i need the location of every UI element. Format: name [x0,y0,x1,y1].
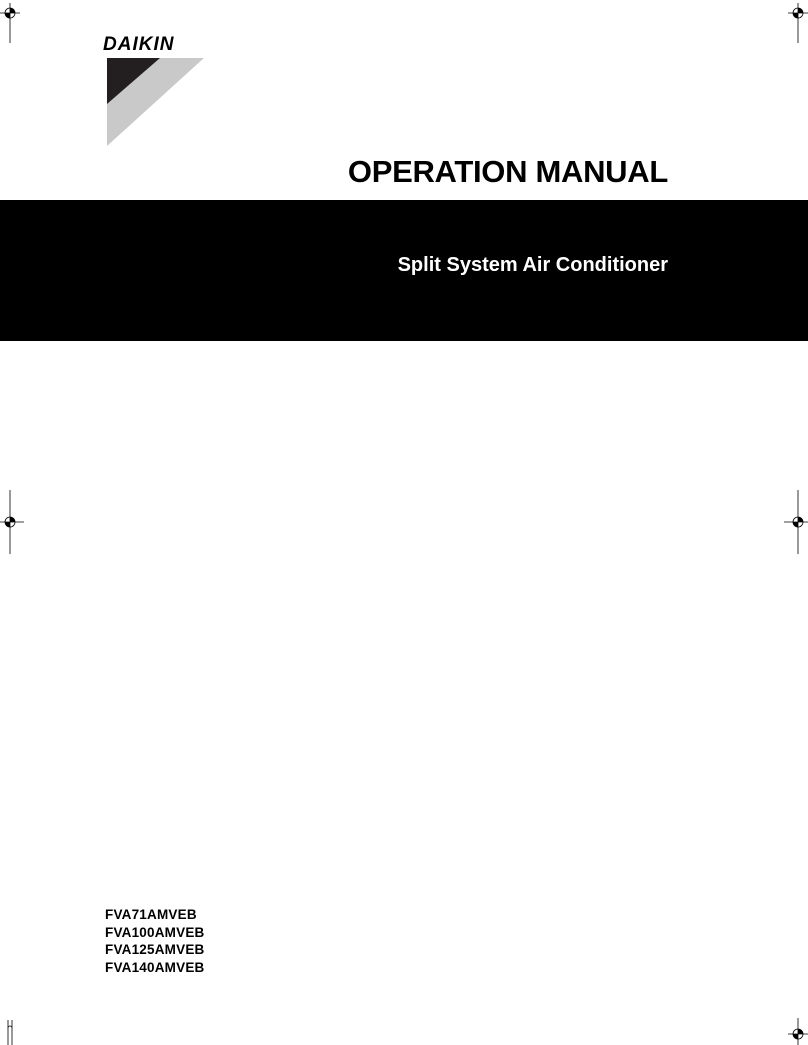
daikin-logo [103,34,213,150]
model-list [105,906,204,976]
crop-mark-icon [0,1020,20,1045]
title-band [0,200,808,341]
registration-mark-icon [0,3,20,43]
model-number: FVA125AMVEB [105,942,205,957]
document-title: OPERATION MANUAL [347,154,668,189]
model-number: FVA140AMVEB [105,959,205,975]
model-number: FVA71AMVEB [105,907,197,922]
registration-mark-icon [784,490,808,554]
daikin-triangle-icon [103,54,208,150]
registration-mark-icon [0,490,24,554]
model-number: FVA100AMVEB [105,924,205,940]
registration-mark-icon [788,1018,808,1045]
registration-mark-icon [788,3,808,43]
brand-name: DAIKIN [103,34,175,55]
document-subtitle: Split System Air Conditioner [397,254,668,276]
